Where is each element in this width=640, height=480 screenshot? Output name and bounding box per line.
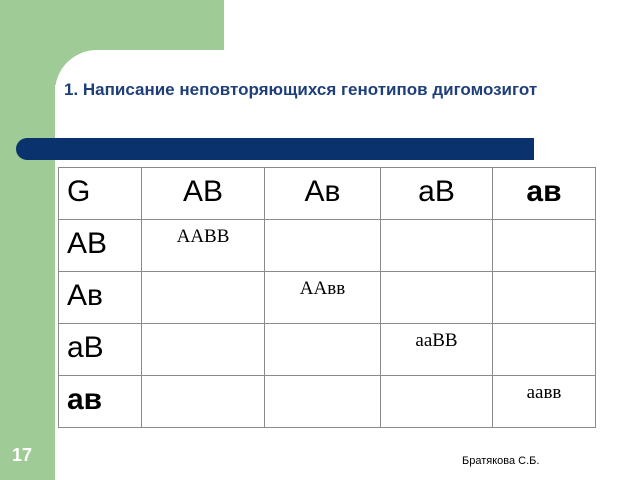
table-cell xyxy=(265,324,381,376)
genotype-text: ааВВ xyxy=(415,330,458,351)
genotype-text xyxy=(142,376,264,382)
row-header: АВ xyxy=(67,227,108,260)
table-cell xyxy=(265,376,381,428)
genotype-text xyxy=(493,272,595,278)
table-cell xyxy=(493,376,596,428)
genotype-text: ААВВ xyxy=(176,226,230,247)
slide-title: 1. Написание неповторяющихся генотипов дигомозигот xyxy=(64,80,538,99)
row-header: Ав xyxy=(67,279,103,312)
column-header: ав xyxy=(526,175,562,208)
genotype-text xyxy=(493,220,595,226)
slide-number: 17 xyxy=(12,445,33,465)
genotype-text xyxy=(265,324,380,330)
genotype-text: аавв xyxy=(526,382,562,403)
genotype-text xyxy=(265,220,380,226)
author-name: Братякова С.Б. xyxy=(462,455,540,467)
genotype-text xyxy=(381,272,492,278)
table-corner-cell xyxy=(59,168,142,220)
table-row xyxy=(59,220,596,272)
table-cell xyxy=(142,376,265,428)
table-row xyxy=(59,376,596,428)
genotype-text xyxy=(381,376,492,382)
table-cell xyxy=(265,272,381,324)
genotype-text xyxy=(265,376,380,382)
table-cell xyxy=(142,272,265,324)
genotype-text xyxy=(493,324,595,330)
table-cell xyxy=(142,324,265,376)
table-cell xyxy=(493,272,596,324)
table-row xyxy=(59,272,596,324)
row-header: аВ xyxy=(67,331,104,364)
column-header-cell xyxy=(493,168,596,220)
corner-label: G xyxy=(67,175,91,208)
column-header: АВ xyxy=(182,175,224,208)
table-cell xyxy=(142,220,265,272)
row-header: ав xyxy=(67,383,103,416)
table-cell xyxy=(381,272,493,324)
column-header-cell xyxy=(265,168,381,220)
column-header-cell xyxy=(142,168,265,220)
table-cell xyxy=(381,324,493,376)
column-header: Ав xyxy=(304,175,341,208)
table-cell xyxy=(265,220,381,272)
row-header-cell xyxy=(59,220,142,272)
row-header-cell xyxy=(59,324,142,376)
genotype-text xyxy=(142,272,264,278)
column-header: аВ xyxy=(418,175,455,208)
title-divider-bar xyxy=(16,138,534,160)
table-cell xyxy=(381,376,493,428)
table-cell xyxy=(381,220,493,272)
table-cell xyxy=(493,220,596,272)
table-header-row xyxy=(59,168,596,220)
table-cell xyxy=(493,324,596,376)
punnett-table xyxy=(58,167,596,428)
table-row xyxy=(59,324,596,376)
column-header-cell xyxy=(381,168,493,220)
row-header-cell xyxy=(59,272,142,324)
genotype-text xyxy=(381,220,492,226)
row-header-cell xyxy=(59,376,142,428)
genotype-text: ААвв xyxy=(299,278,346,299)
genotype-text xyxy=(142,324,264,330)
